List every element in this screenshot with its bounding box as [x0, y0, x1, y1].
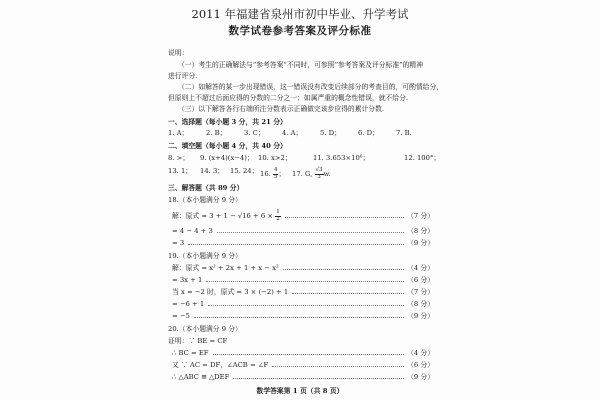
- q18-step-3: = 3 （9 分）: [172, 239, 434, 247]
- fill-item: 9. (x+4)(x−4)；: [200, 154, 254, 162]
- answer-item: 3. C；: [244, 129, 265, 137]
- q18-heading: 18.（本小题满分 9 分）: [168, 196, 242, 204]
- q19-step-1: 解：原式 = x² + 2x + 1 + x − x² （4 分）: [172, 264, 434, 272]
- section-3-heading: 三、解答题（共 89 分）: [168, 184, 244, 192]
- answer-item: 6. D；: [358, 129, 379, 137]
- fill-item: 12. 100°；: [404, 154, 441, 162]
- fill-item: 16. $\frac{4}{5}$ ；: [260, 167, 286, 180]
- q18-step-2: = 4 − 4 + 3 （8 分）: [172, 227, 434, 235]
- answer-item: 5. D；: [320, 129, 341, 137]
- exam-title: 2011 年福建省泉州市初中毕业、升学考试: [191, 7, 409, 21]
- document-title: 数学试卷参考答案及评分标准: [228, 25, 372, 37]
- fill-item: 17. G, $\frac{√3}{3}$ w.: [292, 167, 331, 180]
- note-2-line-2: 但原则上不超过后面应得的分数的二分之一；如属严重的概念性错误，就不给分.: [168, 94, 409, 102]
- page-footer: 数学答案第 1 页（共 8 页）: [256, 387, 344, 395]
- answer-item: 7. B.: [396, 129, 412, 137]
- q20-proof-start: 证明：∵ BE = CF: [168, 337, 228, 345]
- note-2-line-1: （二）如解答的某一步出现错误，这一错误没有改变后续部分的考查目的，可酌情给分，: [178, 83, 444, 91]
- q19-step-5: = −5 （9 分）: [172, 312, 434, 320]
- answer-item: 1. A；: [168, 129, 189, 137]
- q20-step-2: 又 ∵ AC = DF，∠ACB = ∠F （6 分）: [172, 361, 434, 369]
- fill-item: 8. >；: [168, 154, 190, 162]
- notes-heading: 说明：: [168, 49, 189, 57]
- answer-item: 2. B；: [206, 129, 227, 137]
- fill-item: 15. 24；: [230, 167, 259, 175]
- note-3: （三）以下解答各行右端所注分数表示正确做完该步应得的累计分数.: [178, 105, 385, 113]
- section-2-heading: 二、填空题（每小题 4 分，共 40 分）: [168, 142, 287, 150]
- q18-step-1: 解：原式 = 3 + 1 − √16 + 6 × $\frac{1}{2}$ （7 分）: [172, 209, 434, 222]
- q19-step-2: = 3x + 1 （6 分）: [172, 276, 434, 284]
- answer-item: 4. A；: [282, 129, 303, 137]
- fill-item: 14. 3；: [200, 167, 225, 175]
- q19-step-4: = −6 + 1 （8 分）: [172, 300, 434, 308]
- q19-heading: 19.（本小题满分 9 分）: [168, 252, 242, 260]
- q20-step-3: ∴ △ABC ≌ △DEF （9 分）: [172, 373, 434, 381]
- q20-heading: 20.（本小题满分 9 分）: [168, 325, 242, 333]
- q19-step-3: 当 x = −2 时，原式 = 3 × (−2) + 1 （7 分）: [172, 288, 434, 296]
- fill-item: 11. 3.653×10⁶；: [313, 154, 370, 162]
- section-1-heading: 一、选择题（每小题 3 分，共 21 分）: [168, 118, 287, 126]
- fill-item: 10. x>2；: [258, 154, 292, 162]
- note-1-line-1: （一）考生的正确解法与“参考答案”不同时，可参照“参考答案及评分标准”的精神: [178, 61, 423, 69]
- fill-item: 13. 1；: [168, 167, 193, 175]
- note-1-line-2: 进行评分.: [168, 72, 198, 80]
- q20-step-1: ∴ BC = EF （4 分）: [172, 349, 434, 357]
